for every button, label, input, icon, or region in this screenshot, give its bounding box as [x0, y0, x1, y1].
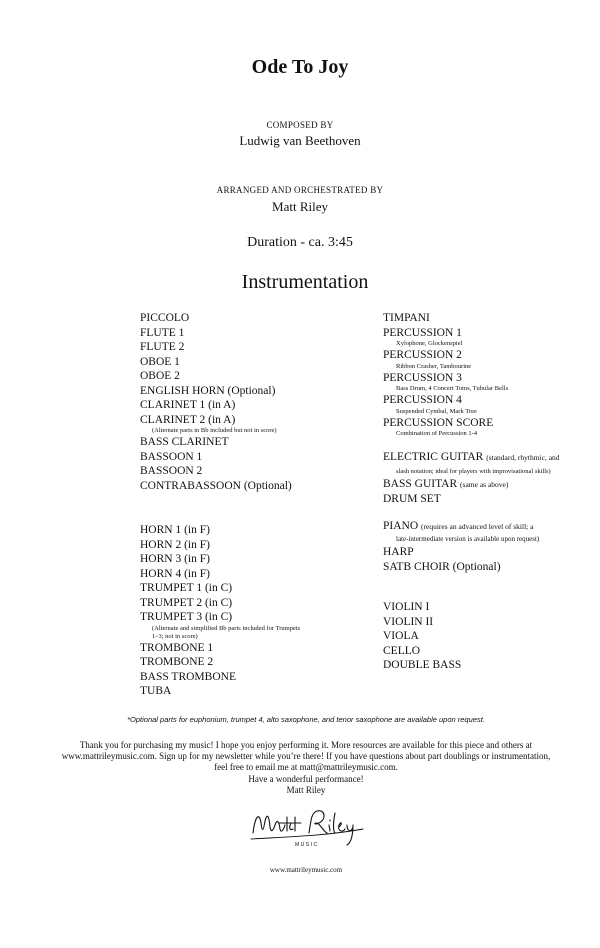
instrument-item: PICCOLO [140, 312, 190, 324]
logo-subtext: MUSIC [295, 842, 319, 848]
instrument-name: BASS GUITAR [383, 477, 458, 490]
instrument-item: VIOLIN II [383, 615, 434, 628]
duration: Duration - ca. 3:45 [247, 235, 353, 250]
instrument-item: CLARINET 2 (in A) [140, 413, 236, 426]
instrument-item: OBOE 2 [140, 370, 180, 382]
arranged-by-label: ARRANGED AND ORCHESTRATED BY [216, 185, 384, 195]
instrument-item: VIOLIN I [383, 601, 430, 613]
instrument-item [383, 450, 558, 466]
thanks-line: Have a wonderful performance! [248, 773, 364, 784]
instrument-note: (requires an advanced level of skill; a [421, 521, 534, 531]
instrument-item: BASS CLARINET [140, 436, 229, 448]
instrument-item: TROMBONE 2 [140, 656, 214, 668]
instrument-note: Ribbon Crasher, Tambourine [396, 362, 472, 370]
instrument-item: SATB CHOIR (Optional) [383, 560, 501, 573]
instrument-item: HORN 1 (in F) [140, 524, 210, 536]
instrumentation-heading: Instrumentation [241, 271, 369, 293]
instrument-note: (Alternate and simplified Bb parts included for Trumpets 1–3; not in score) [152, 624, 301, 640]
instrument-item: TRUMPET 2 (in C) [140, 596, 233, 609]
instrument-item: BASSOON 2 [140, 465, 203, 477]
instrument-name: PIANO [383, 519, 419, 532]
instrument-item: OBOE 1 [140, 355, 180, 368]
instrument-item: DRUM SET [383, 493, 441, 505]
instrument-item: BASSOON 1 [140, 450, 203, 463]
instrument-list-right [383, 311, 558, 673]
instrument-item: DOUBLE BASS [383, 659, 462, 671]
instrument-item: FLUTE 2 [140, 341, 185, 353]
instrument-item: BASS TROMBONE [140, 670, 236, 683]
instrument-item: PERCUSSION 1 [383, 326, 462, 339]
thanks-line: feel free to email me at matt@mattrileymusic.com. [214, 762, 398, 773]
thanks-line: www.mattrileymusic.com. Sign up for my newsletter while you’re there! If you have questions about part doublings or instrumentation, [61, 751, 551, 762]
instrument-item: HARP [383, 546, 414, 558]
instrument-item [383, 519, 558, 535]
instrument-item: PERCUSSION 4 [383, 394, 462, 406]
instrument-item: CONTRABASSOON (Optional) [140, 479, 292, 492]
instrument-item: CLARINET 1 (in A) [140, 399, 236, 411]
signoff: Matt Riley [286, 784, 326, 795]
composed-by-label: COMPOSED BY [266, 120, 334, 130]
instrument-item: HORN 2 (in F) [140, 538, 210, 551]
composer-name: Ludwig van Beethoven [239, 133, 361, 148]
instrument-item: VIOLA [383, 630, 419, 642]
instrument-note: (standard, rhythmic, and [486, 453, 560, 462]
matt-riley-music-logo [245, 803, 375, 849]
instrument-item: PERCUSSION 2 [383, 349, 462, 361]
instrument-item: TIMPANI [383, 312, 430, 324]
thanks-line: Thank you for purchasing my music! I hope you enjoy performing it. More resources are available for this piece and others at [79, 740, 533, 750]
instrument-item: FLUTE 1 [140, 326, 185, 339]
instrument-item: TRUMPET 1 (in C) [140, 582, 233, 594]
instrument-note: Combination of Percussion 1-4 [396, 430, 478, 437]
instrument-item: ENGLISH HORN (Optional) [140, 384, 276, 397]
instrument-note: Suspended Cymbal, Mark Tree [396, 407, 477, 415]
instrument-item: TROMBONE 1 [140, 641, 214, 654]
thank-you-message [60, 740, 552, 796]
optional-parts-footnote: *Optional parts for euphonium, trumpet 4, alto saxophone, and tenor saxophone are available upon request. [127, 715, 485, 724]
instrument-note: late-intermediate version is available upon request) [396, 535, 540, 543]
arranger-name: Matt Riley [272, 199, 328, 214]
instrument-item [383, 477, 558, 493]
instrument-note: slash notation; ideal for players with improvisational skills) [396, 467, 551, 475]
instrument-item: PERCUSSION 3 [383, 371, 462, 384]
instrument-note: Xylophone, Glockenspiel [396, 340, 463, 347]
instrument-item: TUBA [140, 685, 172, 697]
instrument-note: (Alternate parts in Bb included but not in score) [152, 427, 277, 434]
website-url: www.mattrileymusic.com [269, 866, 343, 874]
instrument-list-left [140, 311, 340, 699]
instrument-item: HORN 3 (in F) [140, 553, 210, 565]
instrument-note: (same as above) [460, 479, 509, 489]
instrument-item: PERCUSSION SCORE [383, 416, 494, 429]
piece-title: Ode To Joy [251, 56, 349, 78]
instrument-note: Bass Drum, 4 Concert Toms, Tubular Bells [396, 385, 509, 392]
instrument-item: HORN 4 (in F) [140, 567, 210, 580]
instrument-name: ELECTRIC GUITAR [383, 451, 484, 463]
instrument-item: CELLO [383, 644, 421, 657]
instrument-item: TRUMPET 3 (in C) [140, 611, 233, 623]
